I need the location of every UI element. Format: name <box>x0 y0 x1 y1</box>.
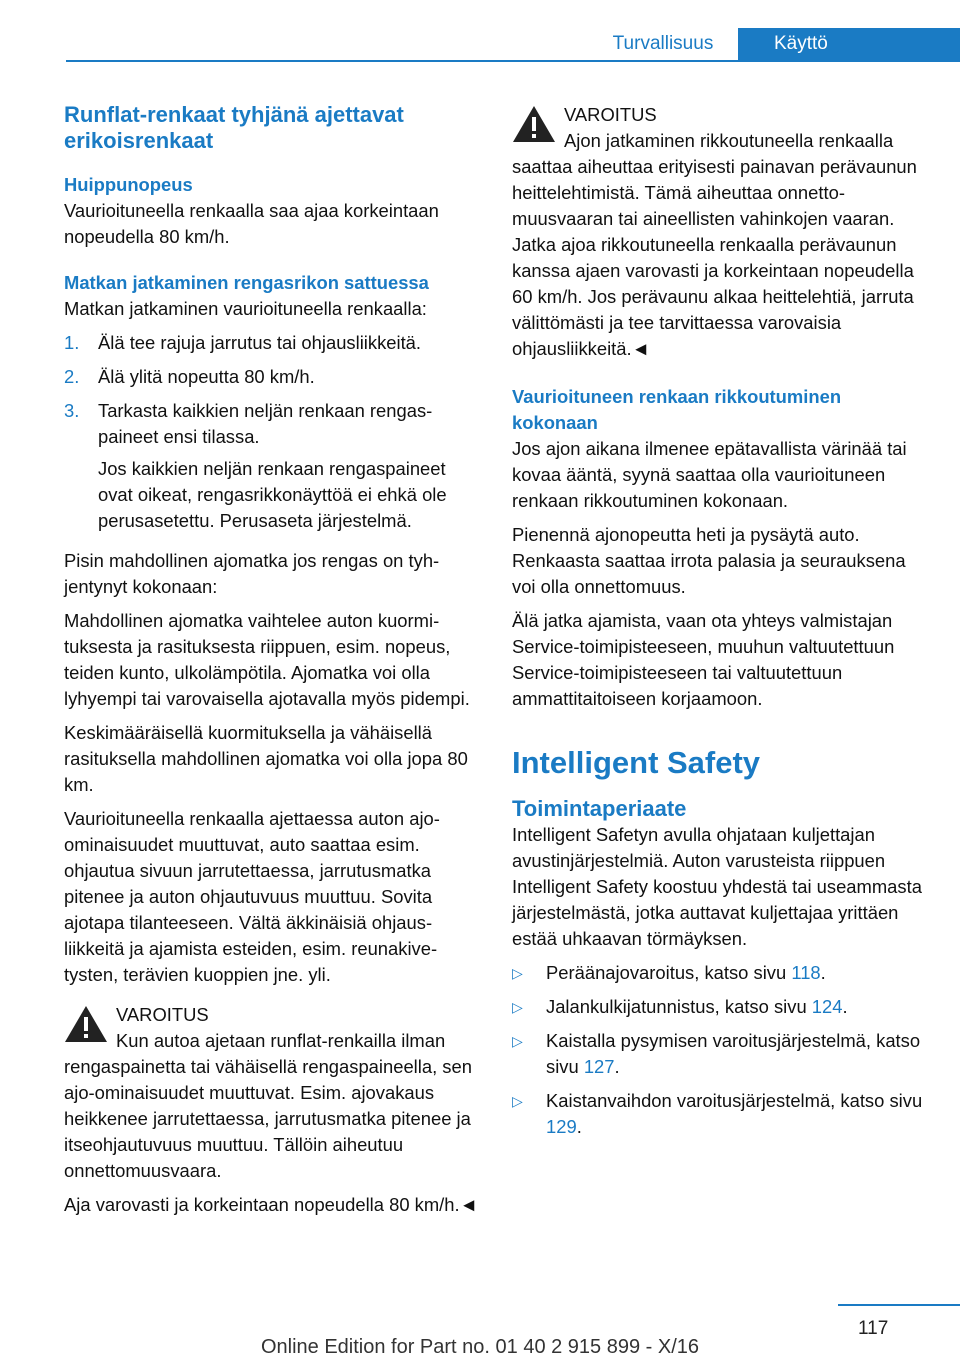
tab-kaytto[interactable]: Käyttö <box>738 28 960 60</box>
warning-title: VAROITUS <box>116 1004 209 1025</box>
paragraph: Keskimääräisellä kuormituksella ja vähäisellä rasituksella mahdollinen ajomatka voi olla jopa 80 km. <box>64 722 468 795</box>
list-item <box>64 364 484 390</box>
footer-divider <box>838 1304 960 1306</box>
list-item <box>512 960 926 986</box>
paragraph: Vaurioituneella renkaalla ajettaessa auton ajo-ominaisuudet muuttuvat, auto saattaa esim. ohjautua sivuun jarrutettaessa, jarrutusmatka pitenee ja auton ohjautuvuus muuttuu. Sovita ajotapa tilanteeseen. Vältä äkkinäisiä ohjausliikkeitä ja ajamista esteiden, esim. reunakivetysten, terävien kuoppien jne. yli. <box>64 808 440 985</box>
principle-text: Intelligent Safetyn avulla ohjataan kuljettajan avustinjärjestelmiä. Auton varusteista riippuen Intelligent Safety koostuu yhdestä tai useammasta järjestelmästä, jotka auttavat kuljettajaa yrittäen estää uhkaavan törmäyksen. <box>512 824 922 949</box>
header-divider <box>66 60 960 62</box>
warning-text: Kun autoa ajetaan runflat-renkailla ilman rengaspainetta tai vähäisellä rengaspaineella, sen ajo-ominaisuudet muuttuvat. Esim. ajovakaus heikkenee jarrutettaessa, jarrutusmatka pitenee ja itseohjautuvuus muuttuu. Tällöin aiheutuu onnettomuusvaara. <box>64 1030 472 1181</box>
list-item <box>64 398 484 540</box>
intelligent-safety-title: Intelligent Safety <box>512 745 761 780</box>
systems-list <box>512 960 926 1140</box>
triangle-bullet-icon: ▷ <box>512 1033 523 1049</box>
speed-text: Vaurioituneella renkaalla saa ajaa korkeintaan nopeudella 80 km/h. <box>64 200 439 247</box>
right-column <box>512 102 926 1148</box>
bullet-text: Jalankulkijatunnistus, katso sivu 124. <box>546 996 848 1017</box>
warning-text: Ajon jatkaminen rikkoutuneella renkaalla saattaa aiheuttaa erityisesti painavan perävaunun heittelehtimistä. Tämä aiheuttaa onnettomuusvaaran tai aineellisten vahinkojen vaaran. Jatka ajoa rikkoutuneella renkaalla perävaunun kanssa ajaen varovasti ja korkeintaan nopeudella 60 km/h. Jos perävaunu alkaa heittelehtiä, jarruta välittömästi ja tee tarvittaessa varovaisia ohjausliikkeitä.◄ <box>512 130 917 359</box>
page-link[interactable]: 129 <box>546 1116 577 1137</box>
list-item <box>512 994 926 1020</box>
triangle-bullet-icon: ▷ <box>512 965 523 981</box>
section-title: Runflat-renkaat tyhjänä ajettavat erikoisrenkaat <box>64 102 404 153</box>
list-item <box>512 1028 926 1080</box>
triangle-bullet-icon: ▷ <box>512 999 523 1015</box>
steps-list <box>64 330 484 540</box>
step-text: Älä tee rajuja jarrutus tai ohjausliikkeitä. <box>98 332 422 353</box>
warning-block <box>64 1002 484 1184</box>
bullet-text: Kaistalla pysymisen varoitusjärjestelmä, katso sivu 127. <box>546 1030 921 1077</box>
break-heading: Vaurioituneen renkaan rikkoutuminen kokonaan <box>512 386 842 433</box>
page-link[interactable]: 127 <box>583 1056 615 1077</box>
step-number: 1. <box>64 332 80 353</box>
speed-heading: Huippunopeus <box>64 174 193 195</box>
step-extra: Jos kaikkien neljän renkaan rengaspaineet ovat oikeat, rengasrikkonäyttöä ei ehkä ole perusasetettu. Perusaseta järjestelmä. <box>98 458 447 531</box>
edition-footer: Online Edition for Part no. 01 40 2 915 899 - X/16 <box>260 1336 700 1358</box>
paragraph: Mahdollinen ajomatka vaihtelee auton kuormituksesta ja rasituksesta riippuen, esim. nopeus, teiden kunto, ulkolämpötila. Ajomatka voi olla lyhyempi tai varovaisella ajotavalla myös pidempi. <box>64 610 470 709</box>
step-text: Tarkasta kaikkien neljän renkaan rengaspaineet ensi tilassa. <box>98 400 433 447</box>
warning-block <box>512 102 926 362</box>
principle-heading: Toimintaperiaate <box>512 796 687 821</box>
header-bar <box>0 0 960 62</box>
page-link[interactable]: 118 <box>791 962 821 983</box>
paragraph: Jos ajon aikana ilmenee epätavallista värinää tai kovaa ääntä, syynä saattaa olla vaurioituneen renkaan rikkoutuminen kokonaan. <box>512 438 907 511</box>
step-number: 3. <box>64 400 80 421</box>
continue-heading: Matkan jatkaminen rengasrikon sattuessa <box>64 272 429 293</box>
warning-triangle-icon <box>512 104 556 144</box>
warning-end: Aja varovasti ja korkeintaan nopeudella 80 km/h.◄ <box>64 1194 478 1215</box>
paragraph: Pisin mahdollinen ajomatka jos rengas on tyhjentynyt kokonaan: <box>64 550 440 597</box>
bullet-text: Kaistanvaihdon varoitusjärjestelmä, katso sivu 129. <box>546 1090 923 1137</box>
step-body <box>98 398 484 540</box>
list-item <box>64 330 484 356</box>
step-number: 2. <box>64 366 80 387</box>
list-item <box>512 1088 926 1140</box>
left-column <box>64 102 484 1226</box>
warning-triangle-icon <box>64 1004 108 1044</box>
step-text: Älä ylitä nopeutta 80 km/h. <box>98 366 315 387</box>
page-link[interactable]: 124 <box>811 996 843 1017</box>
continue-intro: Matkan jatkaminen vaurioituneella renkaalla: <box>64 298 427 319</box>
page-number: 117 <box>858 1318 889 1339</box>
triangle-bullet-icon: ▷ <box>512 1093 523 1109</box>
paragraph: Älä jatka ajamista, vaan ota yhteys valmistajan Service-toimipisteeseen, muuhun valtuutettuun Service-toimipisteeseen tai valtuutettuun ammattitaitoiseen korjaamoon. <box>512 610 895 709</box>
tab-turvallisuus[interactable]: Turvallisuus <box>590 28 736 60</box>
warning-title: VAROITUS <box>564 104 657 125</box>
bullet-text: Peräänajovaroitus, katso sivu 118. <box>546 962 826 983</box>
paragraph: Pienennä ajonopeutta heti ja pysäytä auto. Renkaasta saattaa irrota palasia ja seurauksena voi olla onnettomuus. <box>512 524 906 597</box>
